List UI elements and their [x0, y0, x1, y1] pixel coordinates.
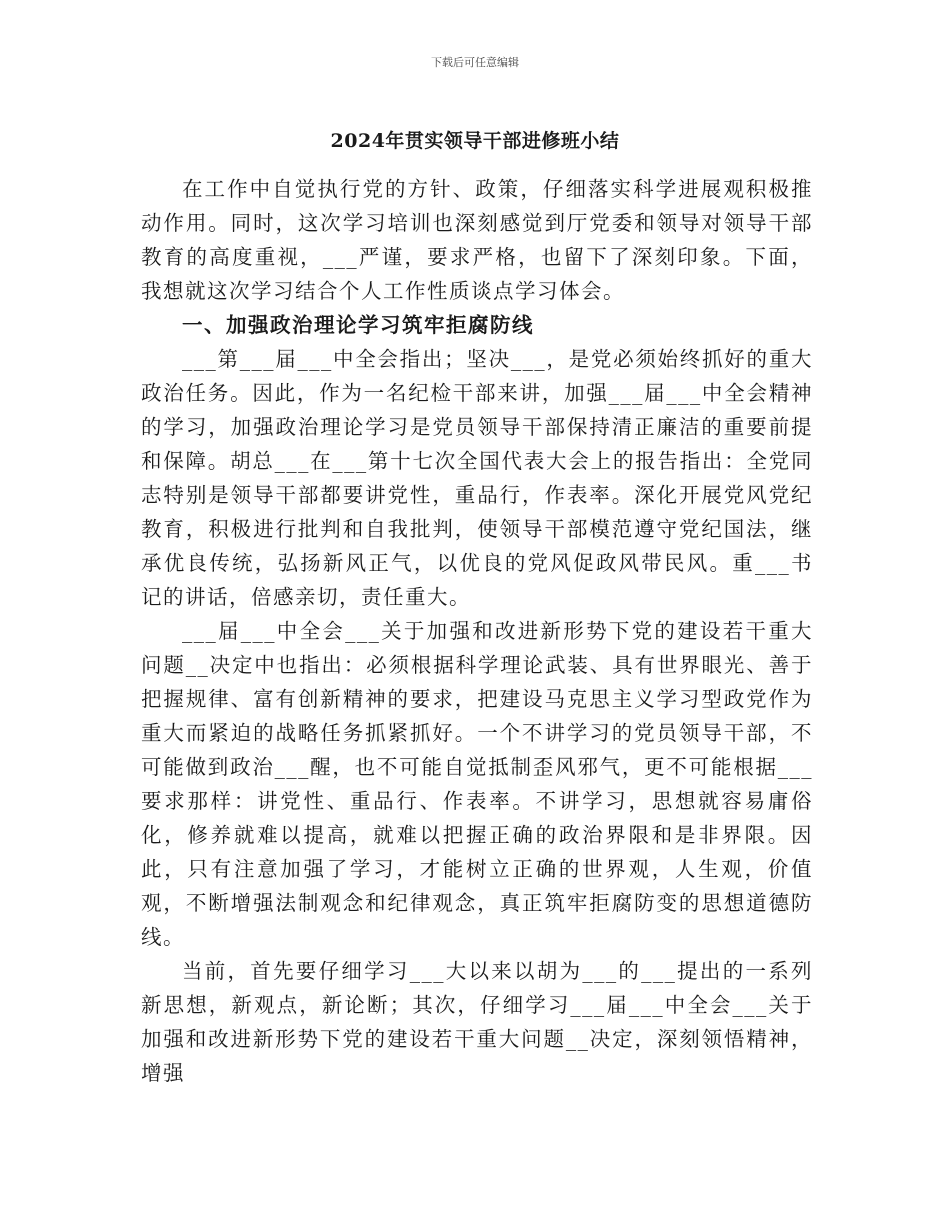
header-note: 下载后可任意编辑	[431, 56, 519, 69]
document-body	[141, 172, 813, 1090]
paragraph-intro: 在工作中自觉执行党的方针、政策，仔细落实科学进展观积极推动作用。同时，这次学习培训也深刻感觉到厅党委和领导对领导干部教育的高度重视，___严谨，要求严格，也留下了深刻印象。下面，我想就这次学习结合个人工作性质谈点学习体会。	[141, 177, 813, 303]
paragraph-body: ___第___届___中全会指出；坚决___，是党必须始终抓好的重大政治任务。因此，作为一名纪检干部来讲，加强___届___中全会精神的学习，加强政治理论学习是党员领导干部保持清正廉洁的重要前提和保障。胡总___在___第十七次全国代表大会上的报告指出：全党同志特别是领导干部都要讲党性，重品行，作表率。深化开展党风党纪教育，积极进行批判和自我批判，使领导干部模范遵守党纪国法，继承优良传统，弘扬新风正气，以优良的党风促政风带民风。重___书记的讲话，倍感亲切，责任重大。	[141, 347, 813, 609]
section-heading: 一、加强政治理论学习筑牢拒腐防线	[182, 313, 534, 337]
paragraph-body: ___届___中全会___关于加强和改进新形势下党的建设若干重大问题__决定中也指出：必须根据科学理论武装、具有世界眼光、善于把握规律、富有创新精神的要求，把建设马克思主义学习型政党作为重大而紧迫的战略任务抓紧抓好。一个不讲学习的党员领导干部，不可能做到政治___醒，也不可能自觉抵制歪风邪气，更不可能根据___要求那样：讲党性、重品行、作表率。不讲学习，思想就容易庸俗化，修养就难以提高，就难以把握正确的政治界限和是非界限。因此，只有注意加强了学习，才能树立正确的世界观，人生观，价值观，不断增强法制观念和纪律观念，真正筑牢拒腐防变的思想道德防线。	[141, 619, 813, 949]
paragraph-body: 当前，首先要仔细学习___大以来以胡为___的___提出的一系列新思想，新观点，新论断；其次，仔细学习___届___中全会___关于加强和改进新形势下党的建设若干重大问题__决定，深刻领悟精神，增强	[141, 959, 813, 1085]
document-title: 2024年贯实领导干部进修班小结	[330, 130, 620, 152]
